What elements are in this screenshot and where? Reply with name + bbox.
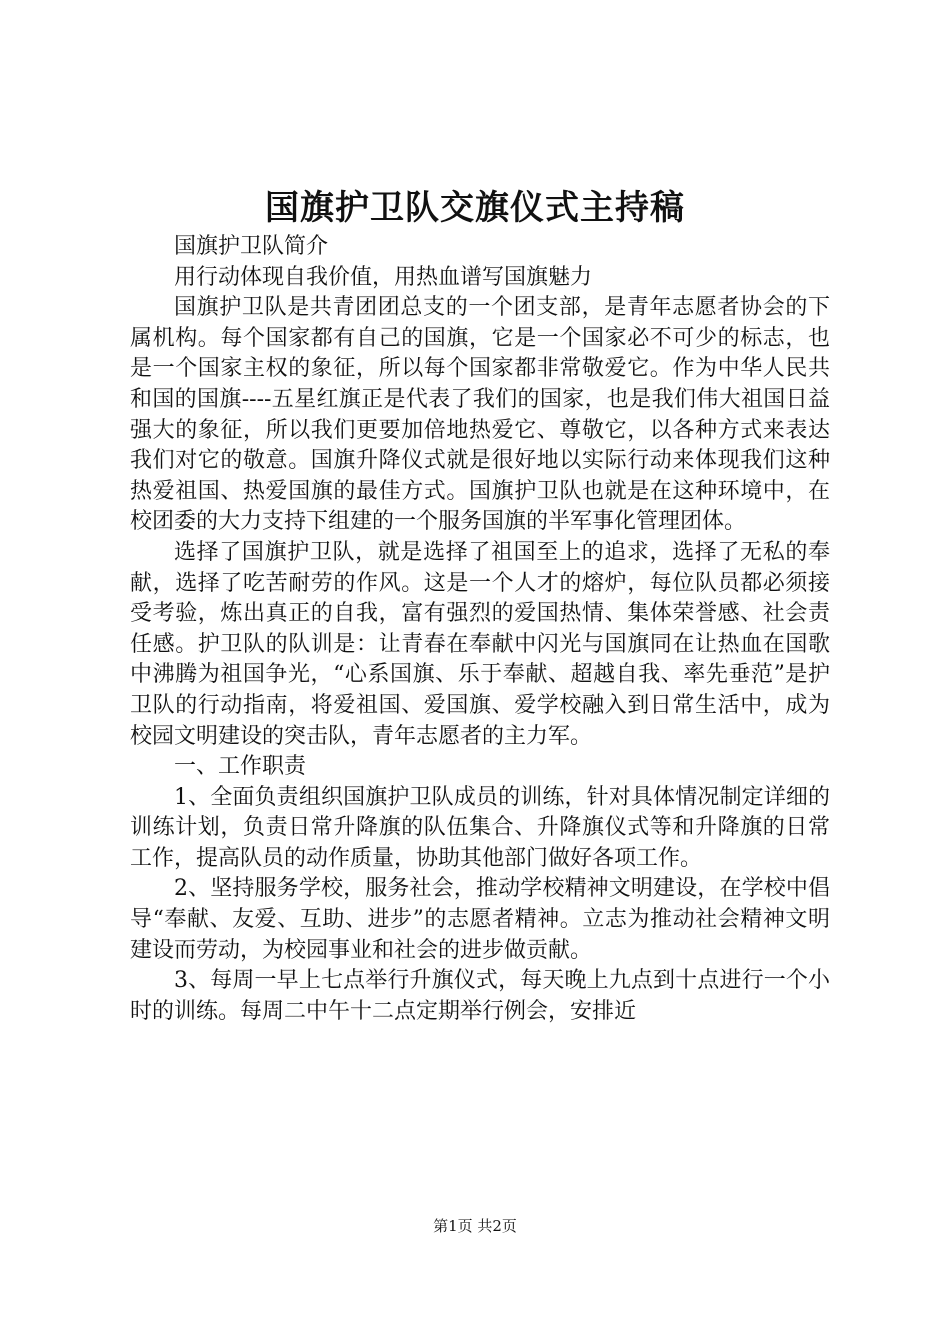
paragraph-intro-heading: 国旗护卫队简介: [174, 234, 329, 259]
paragraph-overview: 国旗护卫队是共青团团总支的一个团支部，是青年志愿者协会的下属机构。每个国家都有自己的国旗，它是一个国家必不可少的标志，也是一个国家主权的象征，所以每个国家都非常敬爱它。作为中华人民共和国的国旗----五星红旗正是代表了我们的国家，也是我们伟大祖国日益强大的象征，所以我们更要加倍地热爱它、尊敬它，以各种方式来表达我们对它的敬意。国旗升降仪式就是很好地以实际行动来体现我们这种热爱祖国、热爱国旗的最佳方式。国旗护卫队也就是在这种环境中，在校团委的大力支持下组建的一个服务国旗的半军事化管理团体。: [130, 295, 830, 535]
paragraph-duty-3: 3、每周一早上七点举行升旗仪式，每天晚上九点到十点进行一个小时的训练。每周二中午十二点定期举行例会，安排近: [130, 968, 830, 1024]
document-title: 国旗护卫队交旗仪式主持稿: [265, 188, 685, 228]
paragraph-slogan: 用行动体现自我价值，用热血谱写国旗魅力: [174, 264, 593, 290]
page-footer: 第1页 共2页: [433, 1217, 517, 1235]
paragraph-duty-2: 2、坚持服务学校，服务社会，推动学校精神文明建设，在学校中倡导“奉献、友爱、互助、进步”的志愿者精神。立志为推动社会精神文明建设而劳动，为校园事业和社会的进步做贡献。: [130, 876, 830, 963]
document-body: [130, 232, 830, 1027]
paragraph-mission: 选择了国旗护卫队，就是选择了祖国至上的追求，选择了无私的奉献，选择了吃苦耐劳的作风。这是一个人才的熔炉，每位队员都必须接受考验，炼出真正的自我，富有强烈的爱国热情、集体荣誉感、社会责任感。护卫队的队训是：让青春在奉献中闪光与国旗同在让热血在国歌中沸腾为祖国争光，“心系国旗、乐于奉献、超越自我、率先垂范”是护卫队的行动指南，将爱祖国、爱国旗、爱学校融入到日常生活中，成为校园文明建设的突击队，青年志愿者的主力军。: [130, 539, 830, 749]
section-heading-duties: 一、工作职责: [174, 754, 307, 780]
paragraph-duty-1: 1、全面负责组织国旗护卫队成员的训练，针对具体情况制定详细的训练计划，负责日常升降旗的队伍集合、升降旗仪式等和升降旗的日常工作，提高队员的动作质量，协助其他部门做好各项工作。: [130, 784, 830, 871]
